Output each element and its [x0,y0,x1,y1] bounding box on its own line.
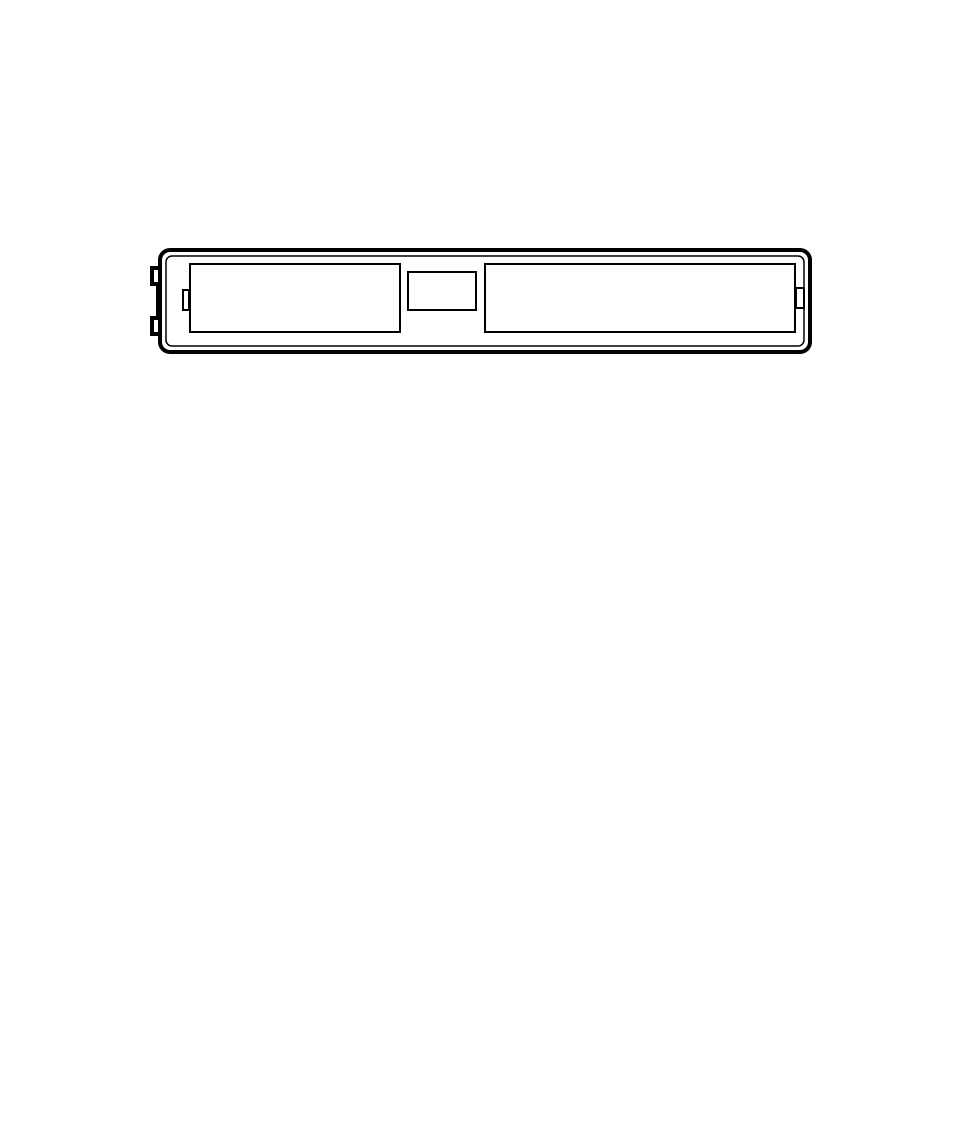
connector-diagram [150,246,820,358]
right-lock-tab [796,288,804,308]
